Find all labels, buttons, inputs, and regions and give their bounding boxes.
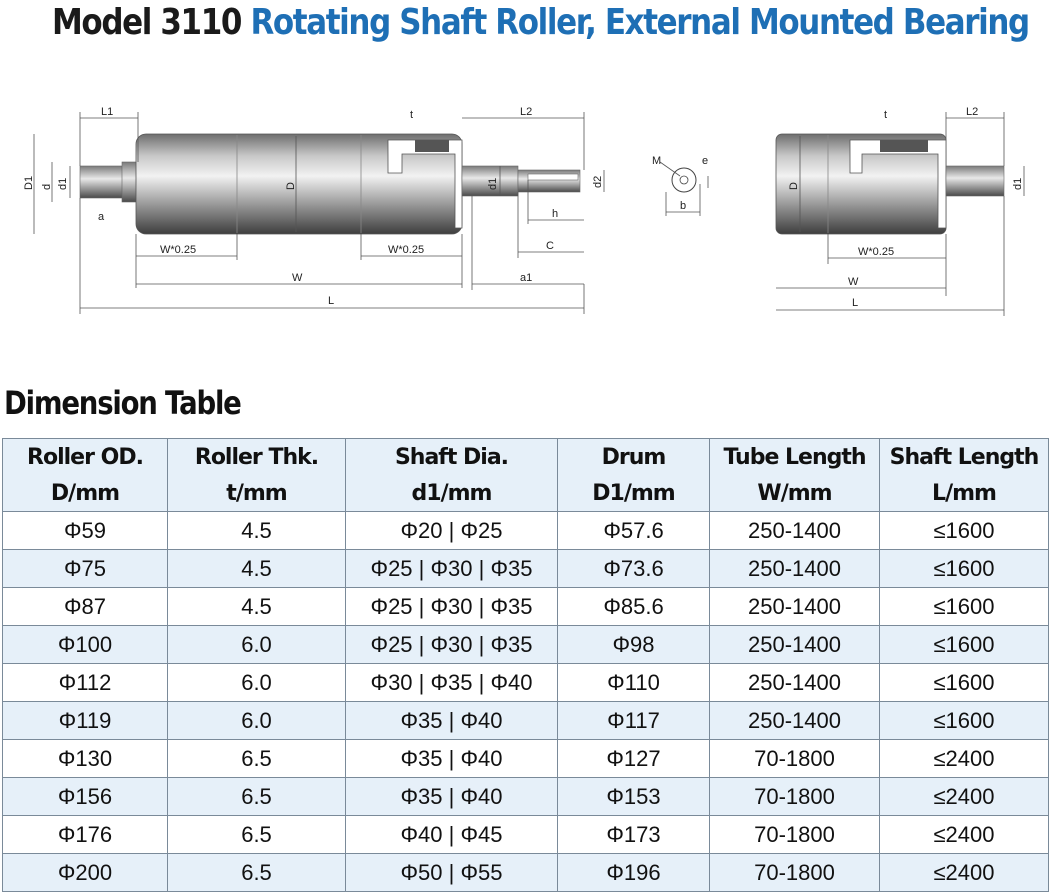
table-row [3, 778, 1049, 816]
col-unit-drum: D1/mm [558, 475, 710, 512]
col-unit-roller-od: D/mm [3, 475, 168, 512]
label-D-end: D [788, 182, 800, 190]
table-row [3, 702, 1049, 740]
tube-wall [415, 140, 449, 152]
table-cell: 4.5 [168, 588, 346, 626]
label-W: W [292, 272, 303, 284]
header-row-2 [3, 475, 1049, 512]
table-cell: 70-1800 [710, 854, 880, 892]
roller-end-view [776, 106, 1024, 316]
col-unit-tube-length: W/mm [710, 475, 880, 512]
label-d2: d2 [592, 175, 604, 188]
label-t-end: t [884, 109, 888, 121]
table-cell: 6.5 [168, 816, 346, 854]
label-W-end: W [848, 276, 859, 288]
table-cell: Φ153 [558, 778, 710, 816]
col-unit-shaft-dia: d1/mm [346, 475, 558, 512]
label-t: t [410, 109, 414, 121]
table-cell: 250-1400 [710, 626, 880, 664]
table-cell: ≤1600 [880, 626, 1049, 664]
label-L2-end: L2 [966, 106, 979, 118]
label-W025-left: W*0.25 [160, 244, 197, 256]
label-a: a [98, 211, 105, 223]
shaft-end [946, 166, 1004, 196]
table-cell: 6.5 [168, 740, 346, 778]
label-a1: a1 [520, 272, 533, 284]
table-cell: Φ57.6 [558, 512, 710, 550]
label-W025-right: W*0.25 [388, 244, 425, 256]
table-cell: Φ130 [3, 740, 168, 778]
table-cell: Φ73.6 [558, 550, 710, 588]
col-header-roller-thk: Roller Thk. [168, 439, 346, 476]
table-cell: Φ25 | Φ30 | Φ35 [346, 550, 558, 588]
label-W025-end: W*0.25 [858, 246, 895, 258]
table-cell: Φ25 | Φ30 | Φ35 [346, 588, 558, 626]
label-d1-end: d1 [1012, 177, 1024, 190]
table-cell: 4.5 [168, 512, 346, 550]
page-title [52, 2, 1029, 43]
tube-wall-end [880, 140, 928, 152]
table-row [3, 550, 1049, 588]
table-row [3, 512, 1049, 550]
model-description: Rotating Shaft Roller, External Mounted Bearing [250, 2, 1029, 43]
col-header-drum: Drum [558, 439, 710, 476]
label-d: d [41, 183, 53, 190]
table-cell: Φ59 [3, 512, 168, 550]
col-unit-shaft-length: L/mm [880, 475, 1049, 512]
table-cell: ≤1600 [880, 588, 1049, 626]
table-cell: Φ117 [558, 702, 710, 740]
table-cell: Φ35 | Φ40 [346, 702, 558, 740]
table-cell: Φ110 [558, 664, 710, 702]
table-cell: Φ25 | Φ30 | Φ35 [346, 626, 558, 664]
table-cell: Φ196 [558, 854, 710, 892]
table-cell: Φ35 | Φ40 [346, 778, 558, 816]
table-cell: 250-1400 [710, 512, 880, 550]
dimension-table [2, 438, 1049, 892]
col-header-roller-od: Roller OD. [3, 439, 168, 476]
label-L: L [328, 295, 335, 307]
table-cell: 250-1400 [710, 550, 880, 588]
keyway [528, 174, 578, 180]
table-cell: ≤1600 [880, 550, 1049, 588]
table-cell: 6.5 [168, 854, 346, 892]
header-row-1 [3, 439, 1049, 476]
table-cell: Φ100 [3, 626, 168, 664]
table-cell: 250-1400 [710, 664, 880, 702]
label-L2: L2 [520, 106, 533, 118]
table-cell: Φ75 [3, 550, 168, 588]
table-cell: ≤2400 [880, 816, 1049, 854]
table-cell: 250-1400 [710, 702, 880, 740]
table-cell: 70-1800 [710, 740, 880, 778]
table-cell: ≤2400 [880, 778, 1049, 816]
table-cell: Φ112 [3, 664, 168, 702]
table-cell: 6.5 [168, 778, 346, 816]
shaft-cross-section [652, 155, 708, 216]
label-L1: L1 [101, 106, 114, 118]
table-cell: Φ119 [3, 702, 168, 740]
table-cell: Φ87 [3, 588, 168, 626]
table-cell: 250-1400 [710, 588, 880, 626]
table-cell: Φ176 [3, 816, 168, 854]
table-cell: 6.0 [168, 626, 346, 664]
table-row [3, 626, 1049, 664]
table-cell: Φ156 [3, 778, 168, 816]
table-row [3, 664, 1049, 702]
table-cell: Φ85.6 [558, 588, 710, 626]
technical-drawing [0, 88, 1050, 328]
col-header-shaft-length: Shaft Length [880, 439, 1049, 476]
table-cell: Φ40 | Φ45 [346, 816, 558, 854]
label-h: h [552, 208, 559, 220]
label-e: e [702, 155, 709, 167]
table-row [3, 588, 1049, 626]
table-cell: Φ173 [558, 816, 710, 854]
table-cell: ≤1600 [880, 702, 1049, 740]
label-M: M [652, 155, 662, 167]
table-cell: Φ98 [558, 626, 710, 664]
roller-side-view [23, 106, 604, 314]
table-cell: ≤1600 [880, 664, 1049, 702]
table-cell: ≤2400 [880, 854, 1049, 892]
table-cell: Φ200 [3, 854, 168, 892]
label-C: C [546, 240, 554, 252]
table-cell: 70-1800 [710, 816, 880, 854]
table-cell: 6.0 [168, 702, 346, 740]
model-number: Model 3110 [52, 2, 242, 43]
table-cell: ≤2400 [880, 740, 1049, 778]
label-b: b [680, 200, 687, 212]
section-title: Dimension Table [4, 384, 241, 422]
table-cell: 6.0 [168, 664, 346, 702]
label-L-end: L [852, 297, 859, 309]
table-cell: Φ35 | Φ40 [346, 740, 558, 778]
table-cell: 70-1800 [710, 778, 880, 816]
table-cell: Φ127 [558, 740, 710, 778]
label-d1-left: d1 [57, 177, 69, 190]
label-d1-right: d1 [487, 177, 499, 190]
right-shaft-end [518, 170, 580, 192]
table-row [3, 740, 1049, 778]
table-cell: Φ30 | Φ35 | Φ40 [346, 664, 558, 702]
label-D1: D1 [23, 175, 35, 190]
label-D: D [285, 182, 297, 190]
table-cell: Φ20 | Φ25 [346, 512, 558, 550]
table-cell: 4.5 [168, 550, 346, 588]
table-cell: Φ50 | Φ55 [346, 854, 558, 892]
table-cell: ≤1600 [880, 512, 1049, 550]
col-header-shaft-dia: Shaft Dia. [346, 439, 558, 476]
col-header-tube-length: Tube Length [710, 439, 880, 476]
table-row [3, 816, 1049, 854]
col-unit-roller-thk: t/mm [168, 475, 346, 512]
